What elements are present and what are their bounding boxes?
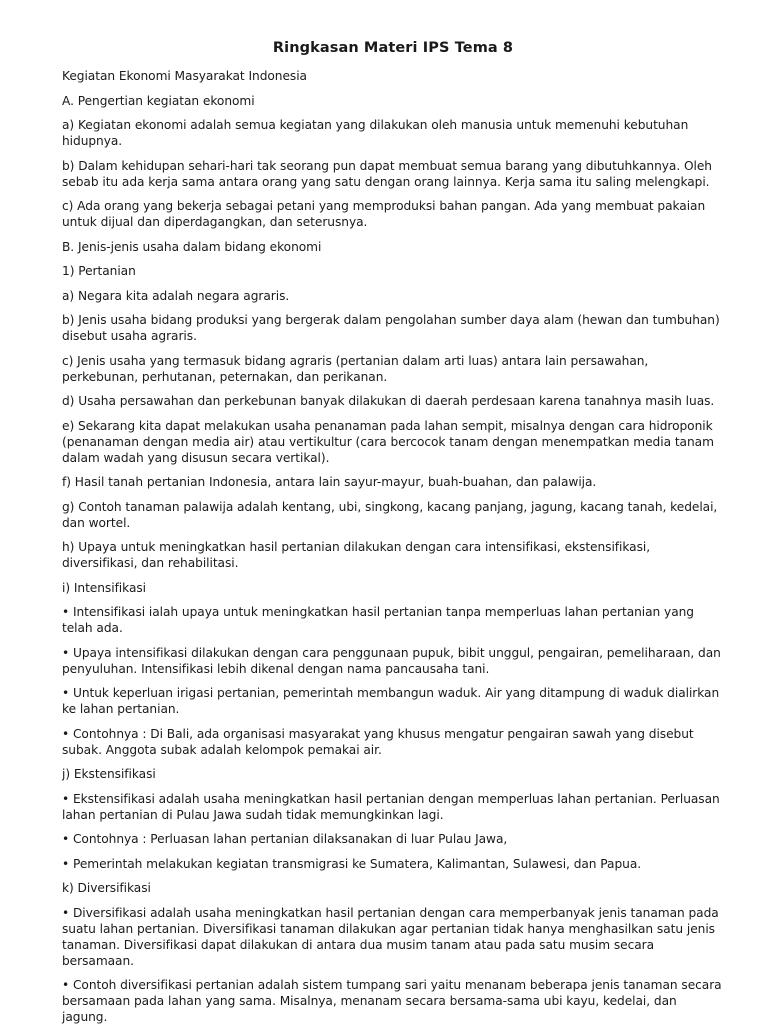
bullet-ekstensifikasi-2: • Contohnya : Perluasan lahan pertanian dilaksanakan di luar Pulau Jawa, [62, 832, 508, 846]
paragraph-a2: b) Dalam kehidupan sehari-hari tak seorang pun dapat membuat semua barang yang dibutuhkannya. Oleh sebab itu ada kerja sama antara orang yang satu dengan orang lainnya. Kerja sama itu saling melengkapi. [62, 158, 712, 189]
paragraph-b1a: a) Negara kita adalah negara agraris. [62, 288, 290, 303]
paragraph-b1f: f) Hasil tanah pertanian Indonesia, antara lain sayur-mayur, buah-buahan, dan palawija. [62, 475, 597, 489]
heading-diversifikasi: k) Diversifikasi [62, 881, 151, 895]
section-heading-a: A. Pengertian kegiatan ekonomi [62, 93, 255, 108]
paragraph-b1h: h) Upaya untuk meningkatkan hasil pertanian dilakukan dengan cara intensifikasi, ekstensifikasi, diversifikasi, dan rehabilitasi. [62, 540, 651, 570]
bullet-diversifikasi-2: • Contoh diversifikasi pertanian adalah sistem tumpang sari yaitu menanam beberapa jenis tanaman secara bersamaan pada lahan yang sama. Misalnya, menanam secara bersama-sama ubi kayu, kedelai, dan jagung. [62, 978, 722, 1024]
heading-intensifikasi: i) Intensifikasi [62, 580, 146, 595]
document-title: Ringkasan Materi IPS Tema 8 [272, 40, 514, 56]
paragraph-b1d: d) Usaha persawahan dan perkebunan banyak dilakukan di daerah perdesaan karena tanahnya masih luas. [62, 394, 715, 408]
bullet-diversifikasi-1: • Diversifikasi adalah usaha meningkatkan hasil pertanian dengan cara memperbanyak jenis tanaman pada suatu lahan pertanian. Diversifikasi tanaman dilakukan agar pertanian tidak hanya menghasilkan satu jenis tanaman. Diversifikasi dapat dilakukan di antara dua musim tanam atau pada satu musim secara bersamaan. [62, 905, 719, 968]
section-heading-b: B. Jenis-jenis usaha dalam bidang ekonomi [62, 239, 322, 254]
bullet-intensifikasi-3: • Untuk keperluan irigasi pertanian, pemerintah membangun waduk. Air yang ditampung di waduk dialirkan ke lahan pertanian. [62, 686, 720, 716]
bullet-intensifikasi-1: • Intensifikasi ialah upaya untuk meningkatkan hasil pertanian tanpa memperluas lahan pertanian yang telah ada. [62, 605, 694, 635]
subtitle: Kegiatan Ekonomi Masyarakat Indonesia [62, 69, 307, 83]
bullet-intensifikasi-2: • Upaya intensifikasi dilakukan dengan cara penggunaan pupuk, bibit unggul, pengairan, pemeliharaan, dan penyuluhan. Intensifikasi lebih dikenal dengan nama pancausaha tani. [62, 645, 721, 676]
paragraph-b1c: c) Jenis usaha yang termasuk bidang agraris (pertanian dalam arti luas) antara lain persawahan, perkebunan, perhutanan, peternakan, dan perikanan. [62, 353, 649, 384]
bullet-ekstensifikasi-1: • Ekstensifikasi adalah usaha meningkatkan hasil pertanian dengan memperluas lahan pertanian. Perluasan lahan pertanian di Pulau Jawa sudah tidak memungkinkan lagi. [62, 791, 720, 822]
paragraph-b1e: e) Sekarang kita dapat melakukan usaha penanaman pada lahan sempit, misalnya dengan cara hidroponik (penanaman dengan media air) atau vertikultur (cara bercocok tanam dengan menempatkan media tanam dalam wadah yang disusun secara vertikal). [62, 418, 714, 465]
paragraph-a3: c) Ada orang yang bekerja sebagai petani yang memproduksi bahan pangan. Ada yang membuat pakaian untuk dijual dan diperdagangkan, dan seterusnya. [62, 199, 706, 229]
bullet-ekstensifikasi-3: • Pemerintah melakukan kegiatan transmigrasi ke Sumatera, Kalimantan, Sulawesi, dan Papua. [62, 856, 642, 871]
bullet-intensifikasi-4: • Contohnya : Di Bali, ada organisasi masyarakat yang khusus mengatur pengairan sawah yang disebut subak. Anggota subak adalah kelompok pemakai air. [62, 726, 694, 757]
paragraph-a1: a) Kegiatan ekonomi adalah semua kegiatan yang dilakukan oleh manusia untuk memenuhi kebutuhan hidupnya. [62, 118, 689, 148]
subsection-heading-pertanian: 1) Pertanian [62, 264, 136, 278]
document-body [62, 68, 724, 1025]
paragraph-b1b: b) Jenis usaha bidang produksi yang bergerak dalam pengolahan sumber daya alam (hewan dan tumbuhan) disebut usaha agraris. [62, 313, 720, 343]
heading-ekstensifikasi: j) Ekstensifikasi [62, 767, 156, 781]
paragraph-b1g: g) Contoh tanaman palawija adalah kentang, ubi, singkong, kacang panjang, jagung, kacang tanah, kedelai, dan wortel. [62, 499, 718, 530]
